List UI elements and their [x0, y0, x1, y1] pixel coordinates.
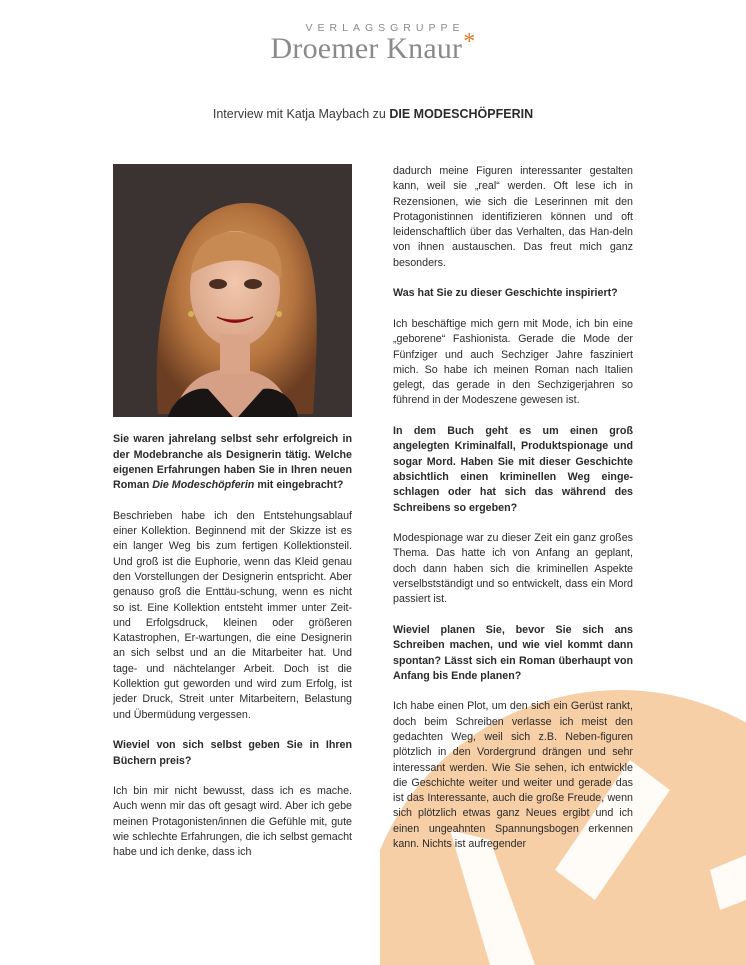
- answer-1: Beschrieben habe ich den Entstehungsablauf einer Kollektion. Beginnend mit der Skizze ist es ein langer Weg bis zum fertigen Kollektionsteil. Und groß ist die Euphorie, wenn das Kleid genau den Vorstellungen der Designerin entspricht. Aber genauso groß die Enttäu-schung, wenn es nicht so ist. Eine Kollektion entsteht immer unter Zeit- und Erfolgsdruck, kleinen oder größeren Katastrophen, Er-wartungen, die eine Designerin an sich selbst und an die Mitarbeiter hat. Und tage- und nächtelanger Arbeit. Doch ist die Kollektion gut geworden und wird zum Erfolg, ist jeder Druck, Streit unter Mitarbeitern, Belastung und Übermüdung vergessen.: [113, 509, 352, 721]
- title-book: DIE MODESCHÖPFERIN: [389, 107, 534, 121]
- question-3: Was hat Sie zu dieser Geschichte inspiriert?: [393, 287, 618, 300]
- answer-2-continued: dadurch meine Figuren interessanter gestalten kann, weil sie „real“ werden. Oft lese ich in Rezensionen, wie sich die Leserinnen mit den Protagonistinnen identifizieren können und oft leidenschaftlich über das Verhalten, das Han-deln von ihnen austauschen. Das freut mich ganz besonders.: [393, 165, 633, 269]
- right-column: [393, 164, 633, 852]
- question-1: Sie waren jahrelang selbst sehr erfolgreich in der Modebranche als Designerin tätig. Welche eigenen Erfahrungen haben Sie in Ihren neuen Roman Die Modeschöpferin mit eingebracht?: [113, 433, 352, 492]
- author-photo: [113, 164, 352, 417]
- answer-3: Ich beschäftige mich gern mit Mode, ich bin eine „geborene“ Fashionista. Gerade die Mode der Fünfziger und auch Sechziger Jahre fasziniert mich. So habe ich meinen Roman nach Italien gelegt, das gerade in den Sechzigerjahren so führend in der Modeszene gewesen ist.: [393, 317, 633, 407]
- logo-subtitle: VERLAGSGRUPPE: [305, 22, 465, 34]
- answer-4: Modespionage war zu dieser Zeit ein ganz großes Thema. Das hatte ich von Anfang an geplant, doch dann haben sich die kriminellen Aspekte verselbstständigt und so entwickelt, dass ein Mord passiert ist.: [393, 532, 633, 606]
- answer-5: Ich habe einen Plot, um den sich ein Gerüst rankt, doch beim Schreiben verlasse ich meist den gedachten Weg, weil sich z.B. Neben-figuren plötzlich in den Vordergrund drängen und sehr interessant werden. Wie Sie sehen, ich entwickle die Geschichte weiter und weiter und gerade das ist das Interessante, auch die große Freude, wenn sich plötzlich etwas ganz Neues ergibt und ich einen ungeahnten Spannungsbogen erkennen kann. Nichts ist aufregender: [393, 700, 633, 851]
- logo-name: Droemer Knaur: [270, 32, 463, 65]
- answer-2: Ich bin mir nicht bewusst, dass ich es mache. Auch wenn mir das oft gesagt wird. Aber ich gebe meinen Protagonisten/innen die Gefühle mit, gute wie schlechte Erfahrungen, die ich selbst gemacht habe und ich denke, dass ich: [113, 785, 352, 859]
- logo-star-icon: *: [463, 29, 476, 55]
- question-2: Wieviel von sich selbst geben Sie in Ihren Büchern preis?: [113, 739, 352, 767]
- title-prefix: Interview mit Katja Maybach zu: [212, 107, 390, 121]
- question-5: Wieviel planen Sie, bevor Sie sich ans Schreiben machen, und wie viel kommt dann spontan? Lässt sich ein Roman überhaupt von Anfang bis Ende planen?: [393, 623, 633, 682]
- question-4: In dem Buch geht es um einen groß angelegten Kriminalfall, Produktspionage und sogar Mord. Haben Sie mit dieser Geschichte absichtlich einen kriminellen Weg einge-schlagen oder hat sich das während des Schreibens so ergeben?: [393, 425, 633, 514]
- page-title: [0, 107, 746, 121]
- left-column: [113, 164, 352, 861]
- logo-wordmark: [270, 29, 476, 66]
- publisher-logo: [0, 22, 746, 66]
